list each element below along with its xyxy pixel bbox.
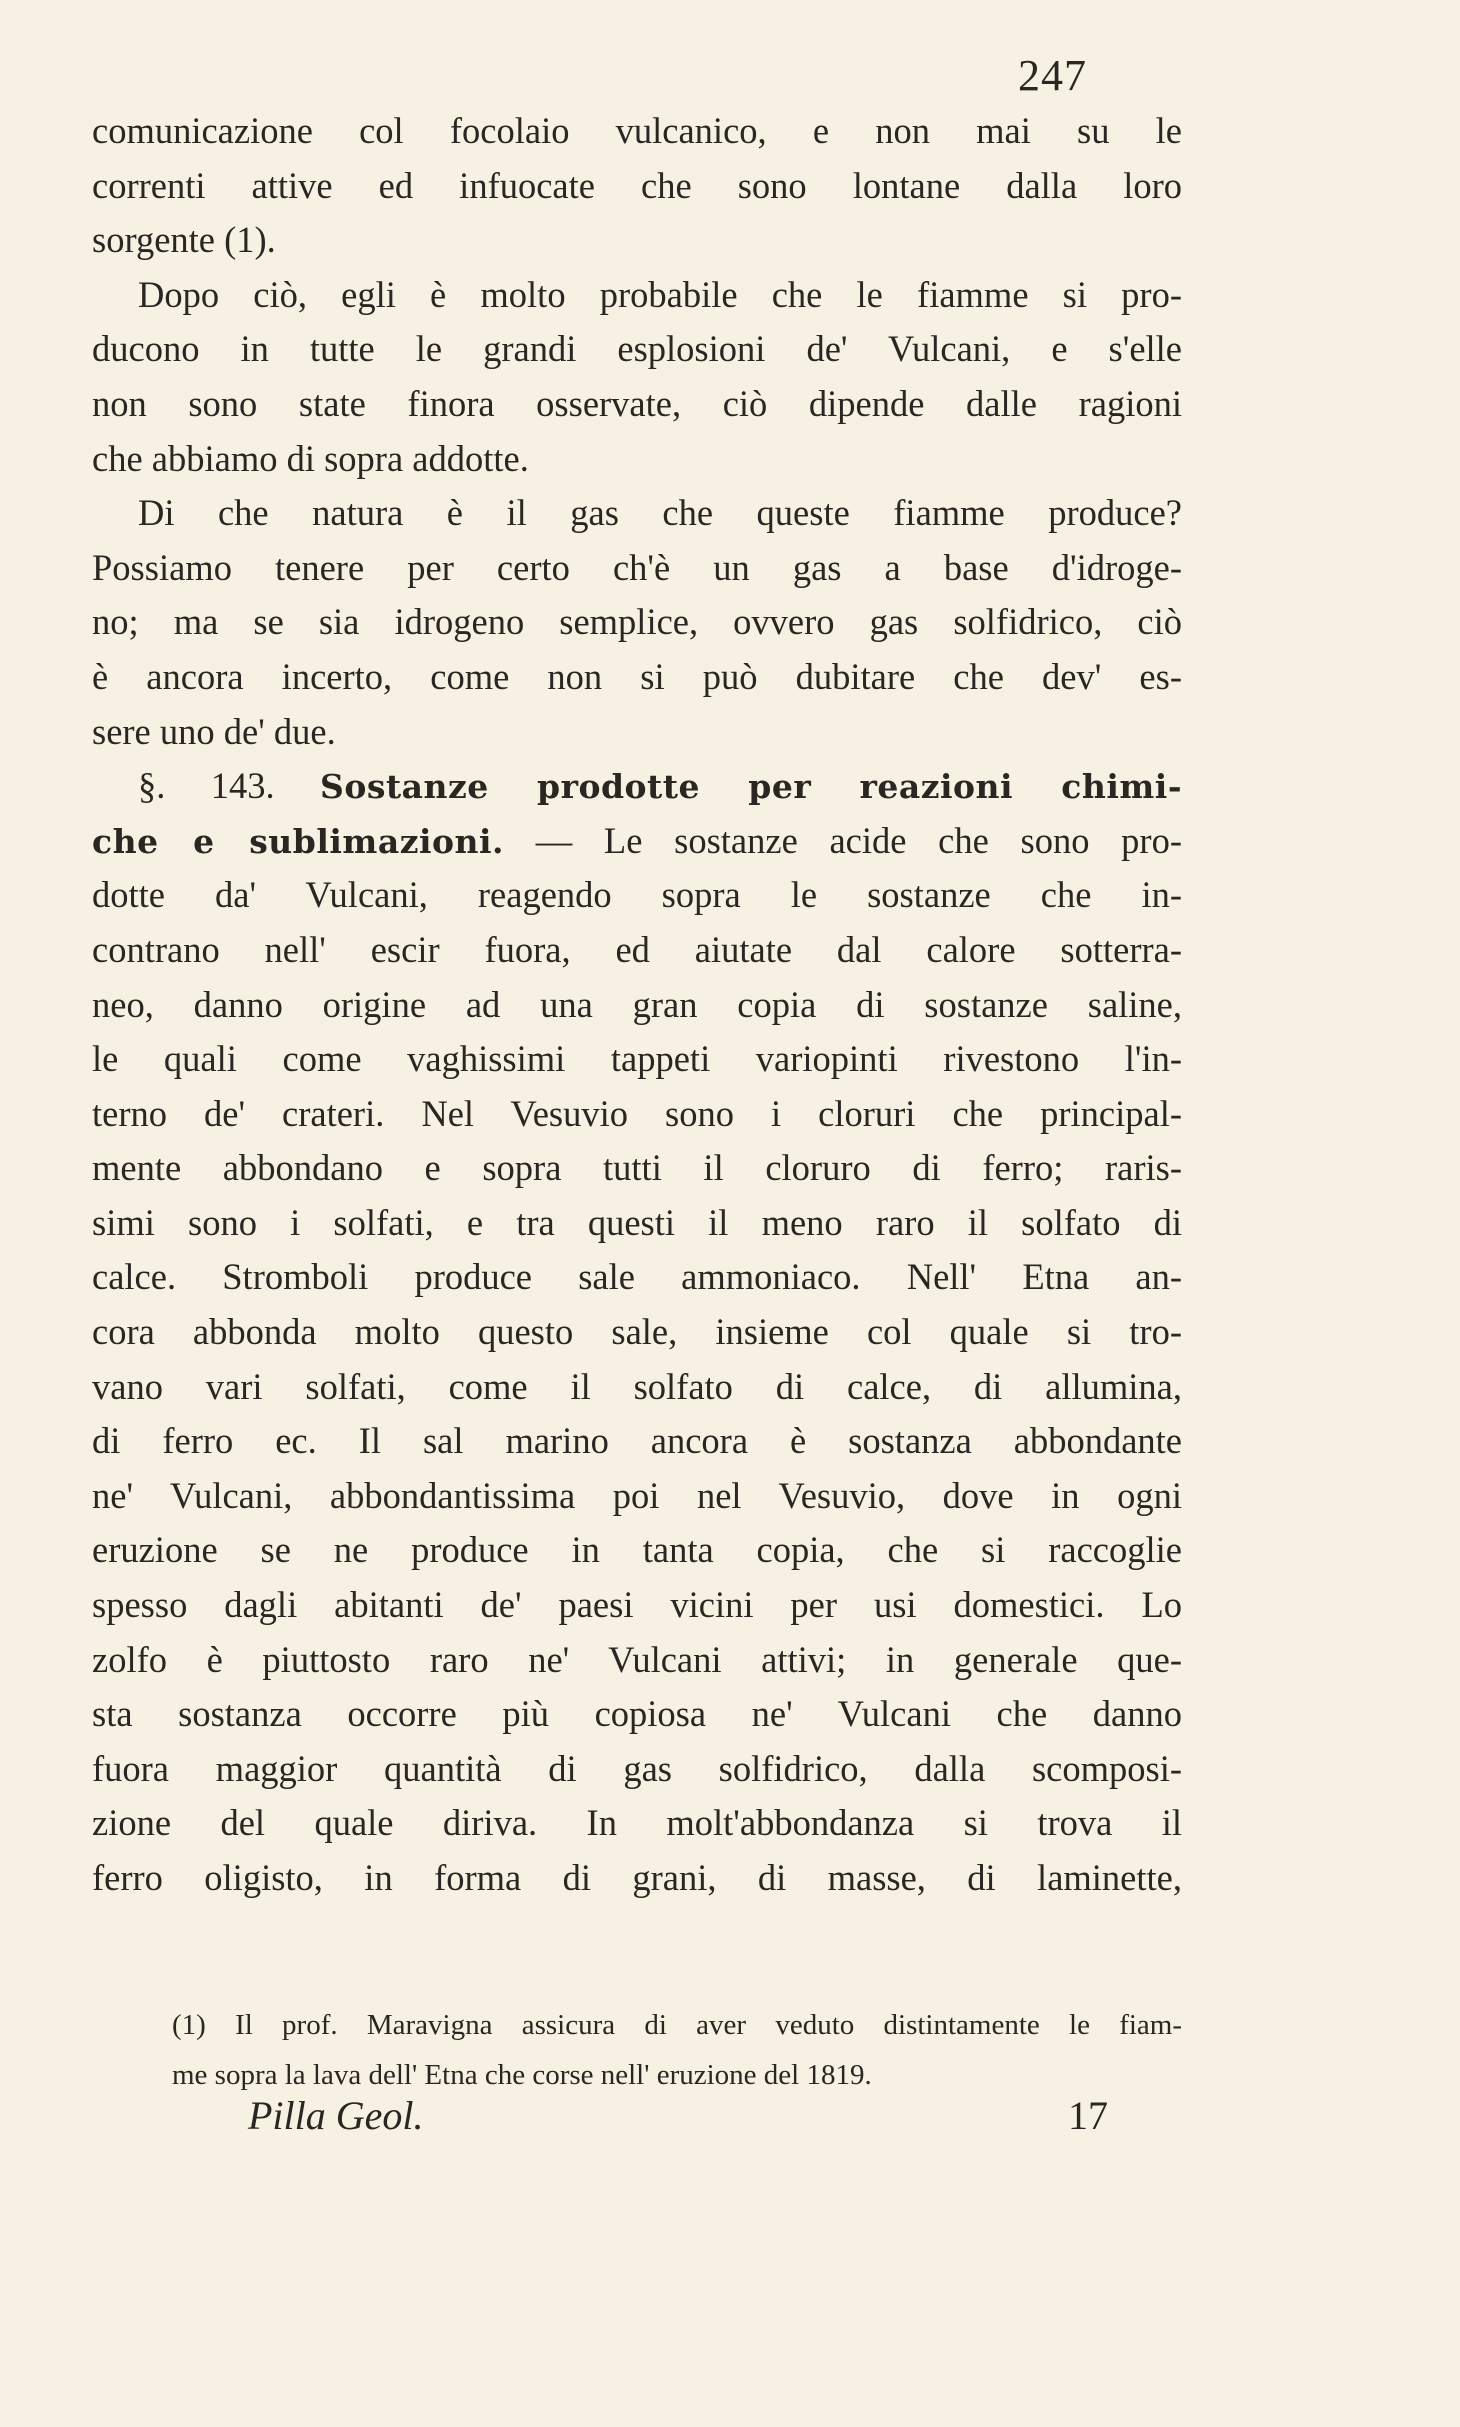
text-line: calce. Stromboli produce sale ammoniaco. Nell' Etna an-	[92, 1256, 1182, 1298]
text-line: zolfo è piuttosto raro ne' Vulcani attivi; in generale que-	[92, 1638, 1182, 1680]
text-line: mente abbondano e sopra tutti il cloruro di ferro; raris-	[92, 1147, 1182, 1189]
section-heading-line-1	[92, 759, 1182, 814]
text-line: ne' Vulcani, abbondantissima poi nel Vesuvio, dove in ogni	[92, 1474, 1182, 1516]
text-line: sere uno de' due.	[92, 710, 336, 752]
text-line: neo, danno origine ad una gran copia di sostanze saline,	[92, 983, 1182, 1025]
text-line: eruzione se ne produce in tanta copia, che si raccoglie	[92, 1529, 1182, 1571]
text-line: ferro oligisto, in forma di grani, di masse, di laminette,	[92, 1857, 1182, 1898]
text-line: Di che natura è il gas che queste fiamme produce?	[138, 492, 1182, 534]
signature-number: 17	[1068, 2093, 1108, 2138]
section-number: §. 143.	[138, 765, 275, 807]
text-line: fuora maggior quantità di gas solfidrico, dalla scomposi-	[92, 1747, 1182, 1789]
signature-mark: Pilla Geol.	[248, 2093, 424, 2138]
body-text	[92, 104, 1182, 1906]
footnote-line: (1) Il prof. Maravigna assicura di aver veduto distintamente le fiam-	[172, 2009, 1182, 2041]
text-line: spesso dagli abitanti de' paesi vicini per usi domestici. Lo	[92, 1584, 1182, 1626]
section-title-continued: che e sublimazioni.	[92, 821, 505, 861]
text-line: di ferro ec. Il sal marino ancora è sostanza abbondante	[92, 1420, 1182, 1462]
text-line: ducono in tutte le grandi esplosioni de' Vulcani, e s'elle	[92, 328, 1182, 370]
text-line: zione del quale diriva. In molt'abbondanza si trova il	[92, 1802, 1182, 1844]
text-line: Possiamo tenere per certo ch'è un gas a base d'idroge-	[92, 546, 1182, 588]
section-title: Sostanze prodotte per reazioni chimi-	[320, 767, 1183, 807]
footnote-line: me sopra la lava dell' Etna che corse nell' eruzione del 1819.	[172, 2059, 872, 2091]
section-text-start: — Le sostanze acide che sono pro-	[535, 819, 1182, 861]
text-line: no; ma se sia idrogeno semplice, ovvero gas solfidrico, ciò	[92, 601, 1182, 643]
text-line: Dopo ciò, egli è molto probabile che le fiamme si pro-	[138, 273, 1182, 315]
text-line: le quali come vaghissimi tappeti variopinti rivestono l'in-	[92, 1038, 1182, 1080]
text-line: vano vari solfati, come il solfato di calce, di allumina,	[92, 1365, 1182, 1407]
text-line: sorgente (1).	[92, 219, 276, 261]
text-line: correnti attive ed infuocate che sono lontane dalla loro	[92, 164, 1182, 206]
text-line: contrano nell' escir fuora, ed aiutate dal calore sotterra-	[92, 928, 1182, 970]
page-number: 247	[1018, 51, 1087, 100]
text-line: cora abbonda molto questo sale, insieme col quale si tro-	[92, 1311, 1182, 1353]
section-heading-line-2	[92, 814, 1182, 869]
text-line: che abbiamo di sopra addotte.	[92, 437, 529, 479]
text-line: sta sostanza occorre più copiosa ne' Vulcani che danno	[92, 1693, 1182, 1735]
text-line: dotte da' Vulcani, reagendo sopra le sostanze che in-	[92, 874, 1182, 916]
text-line: non sono state finora osservate, ciò dipende dalle ragioni	[92, 382, 1182, 424]
text-line: simi sono i solfati, e tra questi il meno raro il solfato di	[92, 1201, 1182, 1243]
text-line: è ancora incerto, come non si può dubitare che dev' es-	[92, 655, 1182, 697]
footnote	[172, 2000, 1182, 2100]
text-line: terno de' crateri. Nel Vesuvio sono i cloruri che principal-	[92, 1092, 1182, 1134]
text-line: comunicazione col focolaio vulcanico, e non mai su le	[92, 110, 1182, 151]
